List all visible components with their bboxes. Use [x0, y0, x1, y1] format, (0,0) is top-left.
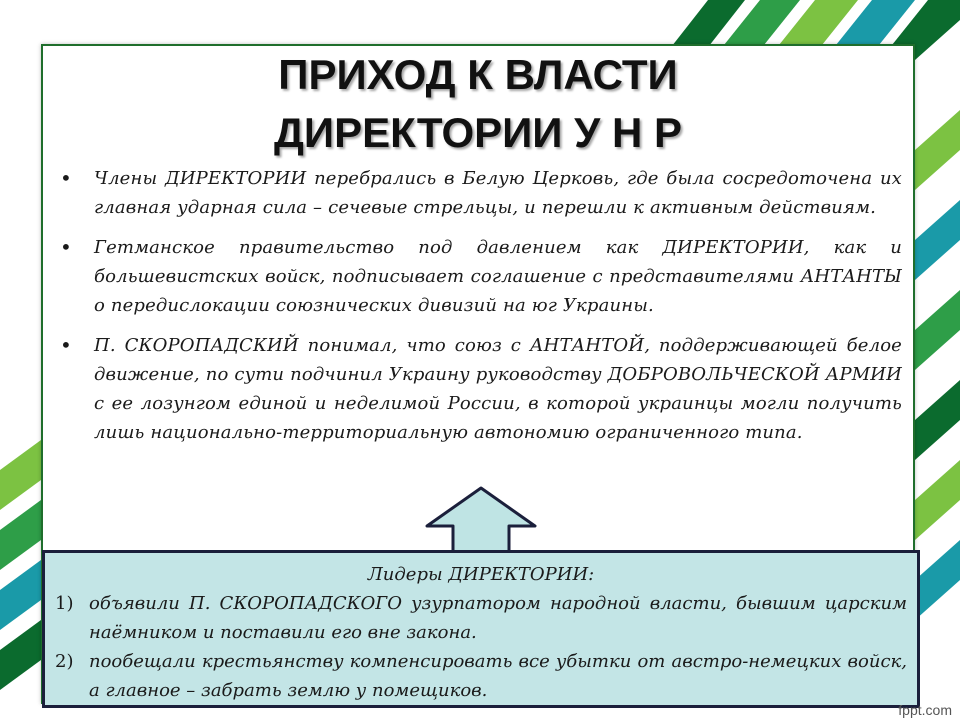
up-arrow-icon — [425, 486, 537, 558]
title-line-1: ПРИХОД К ВЛАСТИ — [278, 51, 678, 98]
leaders-item-text: пообещали крестьянству компенсировать все убытки от австро-немецких войск, а главное – забрать землю у помещиков. — [89, 651, 907, 701]
title-line-2: ДИРЕКТОРИИ У Н Р — [274, 109, 682, 156]
bullet-dot-icon: • — [60, 333, 72, 357]
bullet-item — [56, 164, 902, 222]
leaders-item — [55, 589, 907, 647]
leaders-item — [55, 647, 907, 705]
leaders-title: Лидеры ДИРЕКТОРИИ: — [367, 564, 595, 585]
slide-title — [41, 46, 915, 162]
bullet-dot-icon: • — [60, 166, 72, 190]
leaders-list — [55, 589, 907, 705]
bullet-item — [56, 233, 902, 320]
bullet-text: Члены ДИРЕКТОРИИ перебрались в Белую Церковь, где была сосредоточена их главная ударная сила – сечевые стрельцы, и перешли к активным действиям. — [94, 168, 902, 218]
bullet-text: П. СКОРОПАДСКИЙ понимал, что союз с АНТАНТОЙ, поддерживающей белое движение, по сути подчинил Украину руководству ДОБРОВОЛЬЧЕСКОЙ АРМИИ с ее лозунгом единой и неделимой России, в которой украинцы могли получить лишь национально-территориальную автономию ограниченного типа. — [94, 335, 902, 443]
bullet-dot-icon: • — [60, 235, 72, 259]
leaders-item-number: 1) — [55, 593, 74, 614]
leaders-item-text: объявили П. СКОРОПАДСКОГО узурпатором народной власти, бывшим царским наёмником и поставили его вне закона. — [89, 593, 907, 643]
watermark: fppt.com — [898, 702, 952, 718]
bullet-item — [56, 331, 902, 447]
bullet-text: Гетманское правительство под давлением как ДИРЕКТОРИИ, как и большевистских войск, подписывает соглашение с представителями АНТАНТЫ о передислокации союзнических дивизий на юг Украины. — [94, 237, 902, 316]
leaders-item-number: 2) — [55, 651, 74, 672]
bullet-list — [56, 164, 902, 458]
leaders-box — [42, 550, 920, 708]
